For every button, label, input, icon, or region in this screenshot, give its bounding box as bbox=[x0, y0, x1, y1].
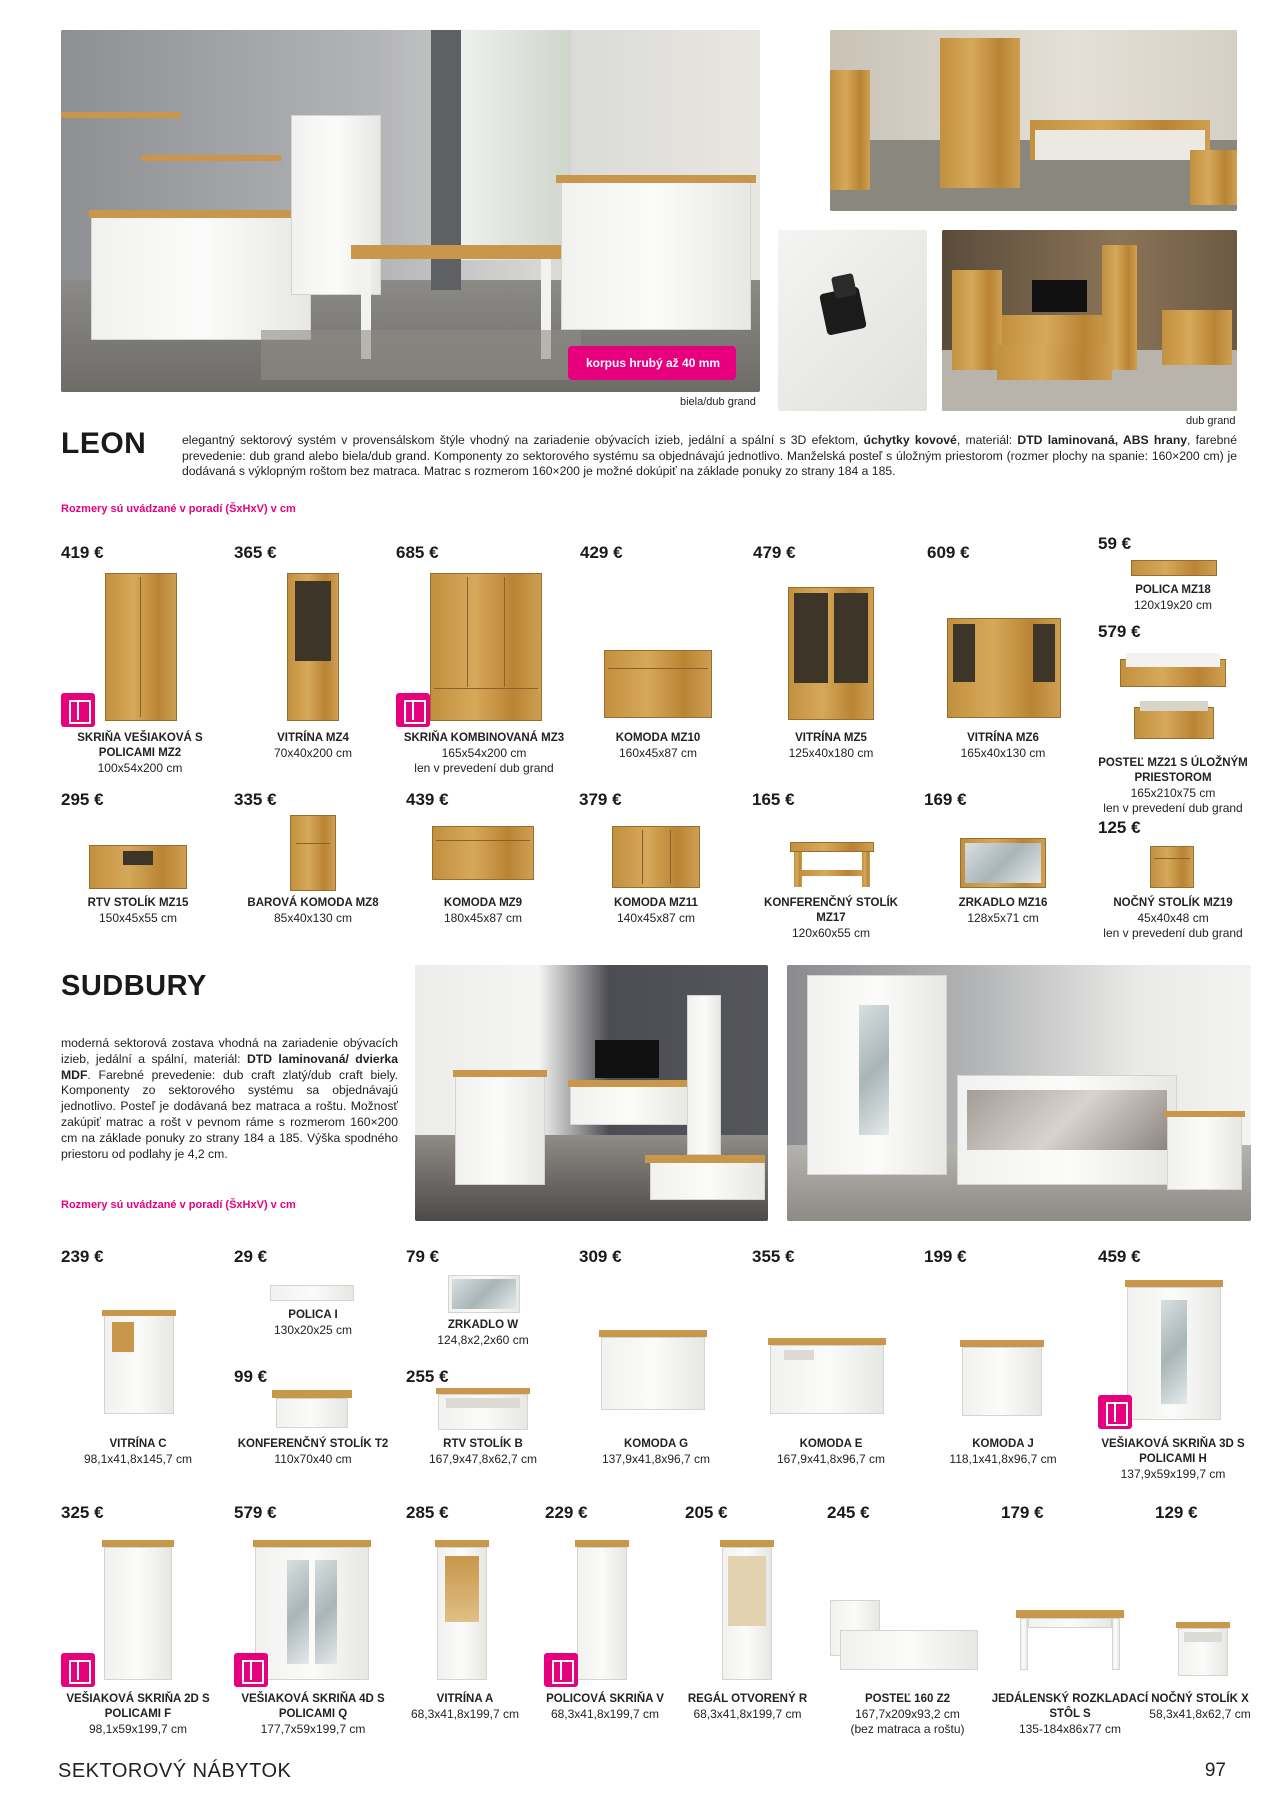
sudbury-dimensions-note: Rozmery sú uvádzané v poradí (ŠxHxV) v cm bbox=[61, 1199, 296, 1211]
leon-product-mz10-image bbox=[604, 650, 712, 718]
leon-item-mz19: NOČNÝ STOLÍK MZ19 45x40x48 cm len v prevedení dub grand bbox=[1103, 897, 1243, 940]
leon-price-mz8: 335 € bbox=[234, 790, 277, 809]
sudbury-product-z2-image bbox=[830, 1600, 978, 1680]
leon-item-mz6: VITRÍNA MZ6 165x40x130 cm bbox=[960, 732, 1046, 760]
sudbury-price-c: 239 € bbox=[61, 1247, 104, 1266]
sudbury-price-j: 199 € bbox=[924, 1247, 967, 1266]
leon-feature-badge: korpus hrubý až 40 mm bbox=[568, 346, 736, 380]
wardrobe-icon bbox=[61, 693, 95, 727]
sudbury-product-j-image bbox=[962, 1340, 1042, 1416]
sudbury-item-s: JEDÁLENSKÝ ROZKLADACÍ STÔL S 135-184x86x77 cm bbox=[991, 1693, 1149, 1736]
sudbury-item-j: KOMODA J 118,1x41,8x96,7 cm bbox=[949, 1438, 1057, 1466]
sudbury-item-q: VEŠIAKOVÁ SKRIŇA 4D S POLICAMI Q 177,7x59x199,7 cm bbox=[241, 1693, 385, 1736]
sudbury-price-h: 459 € bbox=[1098, 1247, 1141, 1266]
leon-item-mz18: POLICA MZ18 120x19x20 cm bbox=[1133, 584, 1213, 612]
leon-price-mz5: 479 € bbox=[753, 543, 796, 562]
sudbury-price-w: 79 € bbox=[406, 1247, 440, 1266]
leon-item-mz3: SKRIŇA KOMBINOVANÁ MZ3 165x54x200 cm len v prevedení dub grand bbox=[403, 732, 565, 775]
sudbury-price-f: 325 € bbox=[61, 1503, 104, 1522]
sudbury-item-a: VITRÍNA A 68,3x41,8x199,7 cm bbox=[410, 1693, 520, 1721]
sudbury-product-t2-image bbox=[272, 1390, 352, 1428]
leon-product-mz16-image bbox=[960, 838, 1046, 888]
leon-product-mz21-image bbox=[1120, 645, 1226, 743]
sudbury-bedroom-photo bbox=[787, 965, 1251, 1221]
sudbury-item-t2: KONFERENČNÝ STOLÍK T2 110x70x40 cm bbox=[237, 1438, 389, 1466]
sudbury-item-f: VEŠIAKOVÁ SKRIŇA 2D S POLICAMI F 98,1x59x199,7 cm bbox=[66, 1693, 210, 1736]
sudbury-item-z2: POSTEĽ 160 Z2 167,7x209x93,2 cm (bez matraca a roštu) bbox=[850, 1693, 965, 1736]
sudbury-price-i: 29 € bbox=[234, 1247, 268, 1266]
leon-handle-detail-photo bbox=[778, 230, 927, 411]
wardrobe-icon bbox=[1098, 1395, 1132, 1429]
sudbury-product-g-image bbox=[601, 1330, 705, 1410]
sudbury-living-room-photo bbox=[415, 965, 768, 1221]
leon-product-mz4-image bbox=[287, 573, 339, 721]
sudbury-product-e-image bbox=[770, 1338, 884, 1414]
leon-product-mz19-image bbox=[1150, 846, 1194, 888]
sudbury-product-x-image bbox=[1178, 1622, 1228, 1676]
sudbury-product-f-image bbox=[104, 1540, 172, 1680]
sudbury-product-v-image bbox=[577, 1540, 627, 1680]
leon-item-mz9: KOMODA MZ9 180x45x87 cm bbox=[443, 897, 523, 925]
sudbury-item-w: ZRKADLO W 124,8x2,2x60 cm bbox=[437, 1319, 529, 1347]
leon-price-mz16: 169 € bbox=[924, 790, 967, 809]
leon-product-mz8-image bbox=[290, 815, 336, 891]
leon-item-mz10: KOMODA MZ10 160x45x87 cm bbox=[615, 732, 701, 760]
leon-item-mz11: KOMODA MZ11 140x45x87 cm bbox=[614, 897, 698, 925]
leon-item-mz2: SKRIŇA VEŠIAKOVÁ S POLICAMI MZ2 100x54x200 cm bbox=[77, 732, 203, 775]
sudbury-product-w-image bbox=[448, 1275, 520, 1313]
sudbury-price-b: 255 € bbox=[406, 1367, 449, 1386]
wardrobe-icon bbox=[234, 1653, 268, 1687]
sudbury-price-e: 355 € bbox=[752, 1247, 795, 1266]
sudbury-price-q: 579 € bbox=[234, 1503, 277, 1522]
sudbury-item-b: RTV STOLÍK B 167,9x47,8x62,7 cm bbox=[428, 1438, 538, 1466]
sudbury-title: SUDBURY bbox=[61, 970, 207, 1002]
sudbury-product-h-image bbox=[1127, 1280, 1221, 1420]
leon-price-mz9: 439 € bbox=[406, 790, 449, 809]
sudbury-price-x: 129 € bbox=[1155, 1503, 1198, 1522]
wardrobe-icon bbox=[396, 693, 430, 727]
leon-product-mz11-image bbox=[612, 826, 700, 888]
leon-bedroom-photo bbox=[830, 30, 1237, 211]
sudbury-product-r-image bbox=[722, 1540, 772, 1680]
leon-title: LEON bbox=[61, 427, 147, 460]
leon-dimensions-note: Rozmery sú uvádzané v poradí (ŠxHxV) v cm bbox=[61, 503, 296, 515]
leon-oak-living-photo bbox=[942, 230, 1237, 411]
sudbury-product-s-image bbox=[1016, 1610, 1124, 1670]
sudbury-price-t2: 99 € bbox=[234, 1367, 268, 1386]
footer-section-title: SEKTOROVÝ NÁBYTOK bbox=[58, 1760, 292, 1782]
sudbury-item-x: NOČNÝ STOLÍK X 58,3x41,8x62,7 cm bbox=[1149, 1693, 1251, 1721]
leon-item-mz16: ZRKADLO MZ16 128x5x71 cm bbox=[958, 897, 1048, 925]
leon-item-mz5: VITRÍNA MZ5 125x40x180 cm bbox=[788, 732, 874, 760]
leon-item-mz17: KONFERENČNÝ STOLÍK MZ17 120x60x55 cm bbox=[764, 897, 898, 940]
leon-price-mz2: 419 € bbox=[61, 543, 104, 562]
sudbury-price-v: 229 € bbox=[545, 1503, 588, 1522]
sudbury-price-s: 179 € bbox=[1001, 1503, 1044, 1522]
sudbury-price-g: 309 € bbox=[579, 1247, 622, 1266]
leon-living-room-photo bbox=[61, 30, 760, 392]
leon-price-mz10: 429 € bbox=[580, 543, 623, 562]
sudbury-item-e: KOMODA E 167,9x41,8x96,7 cm bbox=[776, 1438, 886, 1466]
leon-item-mz4: VITRÍNA MZ4 70x40x200 cm bbox=[273, 732, 353, 760]
sudbury-item-c: VITRÍNA C 98,1x41,8x145,7 cm bbox=[83, 1438, 193, 1466]
leon-price-mz11: 379 € bbox=[579, 790, 622, 809]
sudbury-product-a-image bbox=[437, 1540, 487, 1680]
leon-description: elegantný sektorový systém v provensálskom štýle vhodný na zariadenie obývacích izieb, jedální a spální s 3D efektom, úchytky kovové, materiál: DTD laminovaná, ABS hrany, farebné prevedenie: dub grand alebo biela/dub grand. Komponenty zo sektorového systému sa objednávajú jednotlivo. Manželská posteľ s úložným priestorom (rozmer plochy na spanie: 160×200 cm) je dodávaná s výklopným roštom bez matraca. Matrac s rozmerom 160×200 je možné dokúpiť na základe ponuky zo strany 184 a 185. bbox=[182, 433, 1237, 479]
leon-main-caption: biela/dub grand bbox=[680, 396, 756, 408]
sudbury-price-z2: 245 € bbox=[827, 1503, 870, 1522]
page-number: 97 bbox=[1204, 1760, 1226, 1781]
sudbury-description: moderná sektorová zostava vhodná na zariadenie obývacích izieb, jedální a spální, materiál: DTD laminovaná/ dvierka MDF. Farebné prevedenie: dub craft zlatý/dub craft biely. Komponenty zo sektorového systému sa objednávajú jednotlivo. Posteľ je dodávaná bez matraca a roštu. Možnosť zakúpiť matrac a rošt v pevnom ráme s rozmerom 160×200 cm na základe ponuky zo strany 184 a 185. Výška spodného priestoru od podlahy je 4,2 cm. bbox=[61, 1036, 398, 1161]
sudbury-item-v: POLICOVÁ SKRIŇA V 68,3x41,8x199,7 cm bbox=[546, 1693, 664, 1721]
leon-price-mz15: 295 € bbox=[61, 790, 104, 809]
leon-product-mz3-image bbox=[430, 573, 542, 721]
leon-price-mz3: 685 € bbox=[396, 543, 439, 562]
leon-product-mz5-image bbox=[788, 587, 874, 720]
leon-price-mz19: 125 € bbox=[1098, 818, 1141, 837]
leon-price-mz21: 579 € bbox=[1098, 622, 1141, 641]
leon-side-caption: dub grand bbox=[1186, 415, 1236, 427]
sudbury-product-q-image bbox=[255, 1540, 369, 1680]
leon-product-mz2-image bbox=[105, 573, 177, 721]
leon-product-mz15-image bbox=[89, 845, 187, 889]
sudbury-item-g: KOMODA G 137,9x41,8x96,7 cm bbox=[601, 1438, 711, 1466]
leon-product-mz9-image bbox=[432, 826, 534, 880]
sudbury-price-r: 205 € bbox=[685, 1503, 728, 1522]
leon-price-mz4: 365 € bbox=[234, 543, 277, 562]
sudbury-product-c-image bbox=[104, 1310, 174, 1414]
sudbury-product-i-image bbox=[270, 1285, 354, 1301]
leon-price-mz17: 165 € bbox=[752, 790, 795, 809]
leon-price-mz18: 59 € bbox=[1098, 534, 1132, 553]
leon-item-mz15: RTV STOLÍK MZ15 150x45x55 cm bbox=[87, 897, 189, 925]
sudbury-price-a: 285 € bbox=[406, 1503, 449, 1522]
leon-product-mz17-image bbox=[790, 842, 874, 887]
sudbury-item-h: VEŠIAKOVÁ SKRIŇA 3D S POLICAMI H 137,9x59x199,7 cm bbox=[1101, 1438, 1245, 1481]
leon-item-mz8: BAROVÁ KOMODA MZ8 85x40x130 cm bbox=[247, 897, 379, 925]
leon-product-mz18-image bbox=[1131, 560, 1217, 576]
wardrobe-icon bbox=[544, 1653, 578, 1687]
sudbury-item-r: REGÁL OTVORENÝ R 68,3x41,8x199,7 cm bbox=[687, 1693, 808, 1721]
leon-price-mz6: 609 € bbox=[927, 543, 970, 562]
wardrobe-icon bbox=[61, 1653, 95, 1687]
leon-item-mz21: POSTEĽ MZ21 S ÚLOŽNÝM PRIESTOROM 165x210x75 cm len v prevedení dub grand bbox=[1098, 757, 1248, 815]
sudbury-item-i: POLICA I 130x20x25 cm bbox=[273, 1309, 353, 1337]
sudbury-product-b-image bbox=[436, 1388, 530, 1430]
leon-product-mz6-image bbox=[947, 618, 1061, 718]
